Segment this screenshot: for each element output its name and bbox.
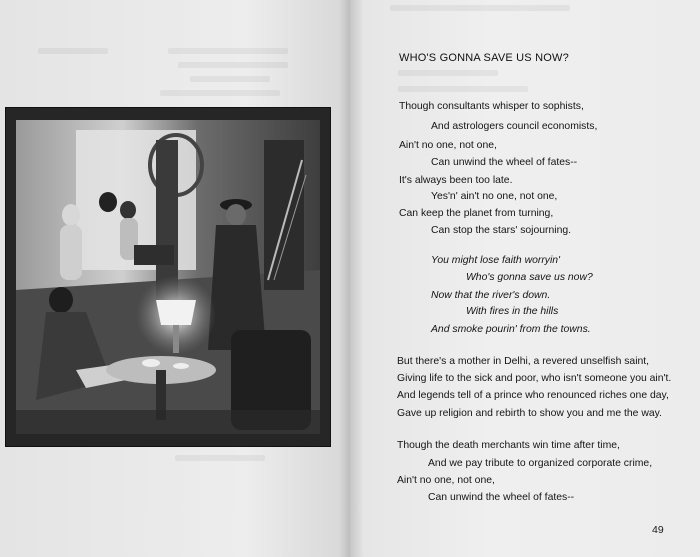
poem-title: WHO'S GONNA SAVE US NOW?: [399, 52, 569, 64]
bleed-through-text: [178, 62, 288, 68]
poem-line: Can unwind the wheel of fates--: [431, 157, 578, 168]
poem-line: It's always been too late.: [399, 175, 513, 186]
bleed-through-text: [190, 76, 270, 82]
bleed-through-text: [398, 70, 498, 76]
poem-line: And astrologers council economists,: [431, 121, 598, 132]
bleed-through-text: [38, 48, 108, 54]
page-number: 49: [652, 524, 664, 536]
poem-line: Gave up religion and rebirth to show you and me the way.: [397, 408, 662, 419]
bleed-through-text: [175, 455, 265, 461]
bleed-through-text: [390, 5, 570, 11]
poem-line: Can keep the planet from turning,: [399, 208, 554, 219]
poem-line: Ain't no one, not one,: [397, 475, 495, 486]
illustration-frame: [5, 107, 331, 447]
poem-chorus-line: Who's gonna save us now?: [466, 272, 593, 283]
poem-line: Though the death merchants win time after time,: [397, 440, 620, 451]
poem-line: Can stop the stars' sojourning.: [431, 225, 572, 236]
poem-chorus-line: With fires in the hills: [466, 306, 559, 317]
poem-line: And we pay tribute to organized corporate crime,: [428, 458, 653, 469]
bleed-through-text: [168, 48, 288, 54]
poem-line: And legends tell of a prince who renounced riches one day,: [397, 390, 669, 401]
poem-line: Ain't no one, not one,: [399, 140, 497, 151]
poem-line: Can unwind the wheel of fates--: [428, 492, 575, 503]
noir-bar-scene-illustration: [16, 120, 320, 434]
poem-line: But there's a mother in Delhi, a revered unselfish saint,: [397, 356, 650, 367]
poem-chorus-line: You might lose faith worryin': [431, 255, 561, 266]
poem-line: Though consultants whisper to sophists,: [399, 101, 584, 112]
illustration-drawing: [16, 120, 320, 434]
poem-line: Giving life to the sick and poor, who isn't someone you ain't.: [397, 373, 672, 384]
bleed-through-text: [160, 90, 280, 96]
poem-line: Yes'n' ain't no one, not one,: [431, 191, 558, 202]
bleed-through-text: [398, 86, 528, 92]
poem-chorus-line: Now that the river's down.: [431, 290, 551, 301]
poem-chorus-line: And smoke pourin' from the towns.: [431, 324, 591, 335]
